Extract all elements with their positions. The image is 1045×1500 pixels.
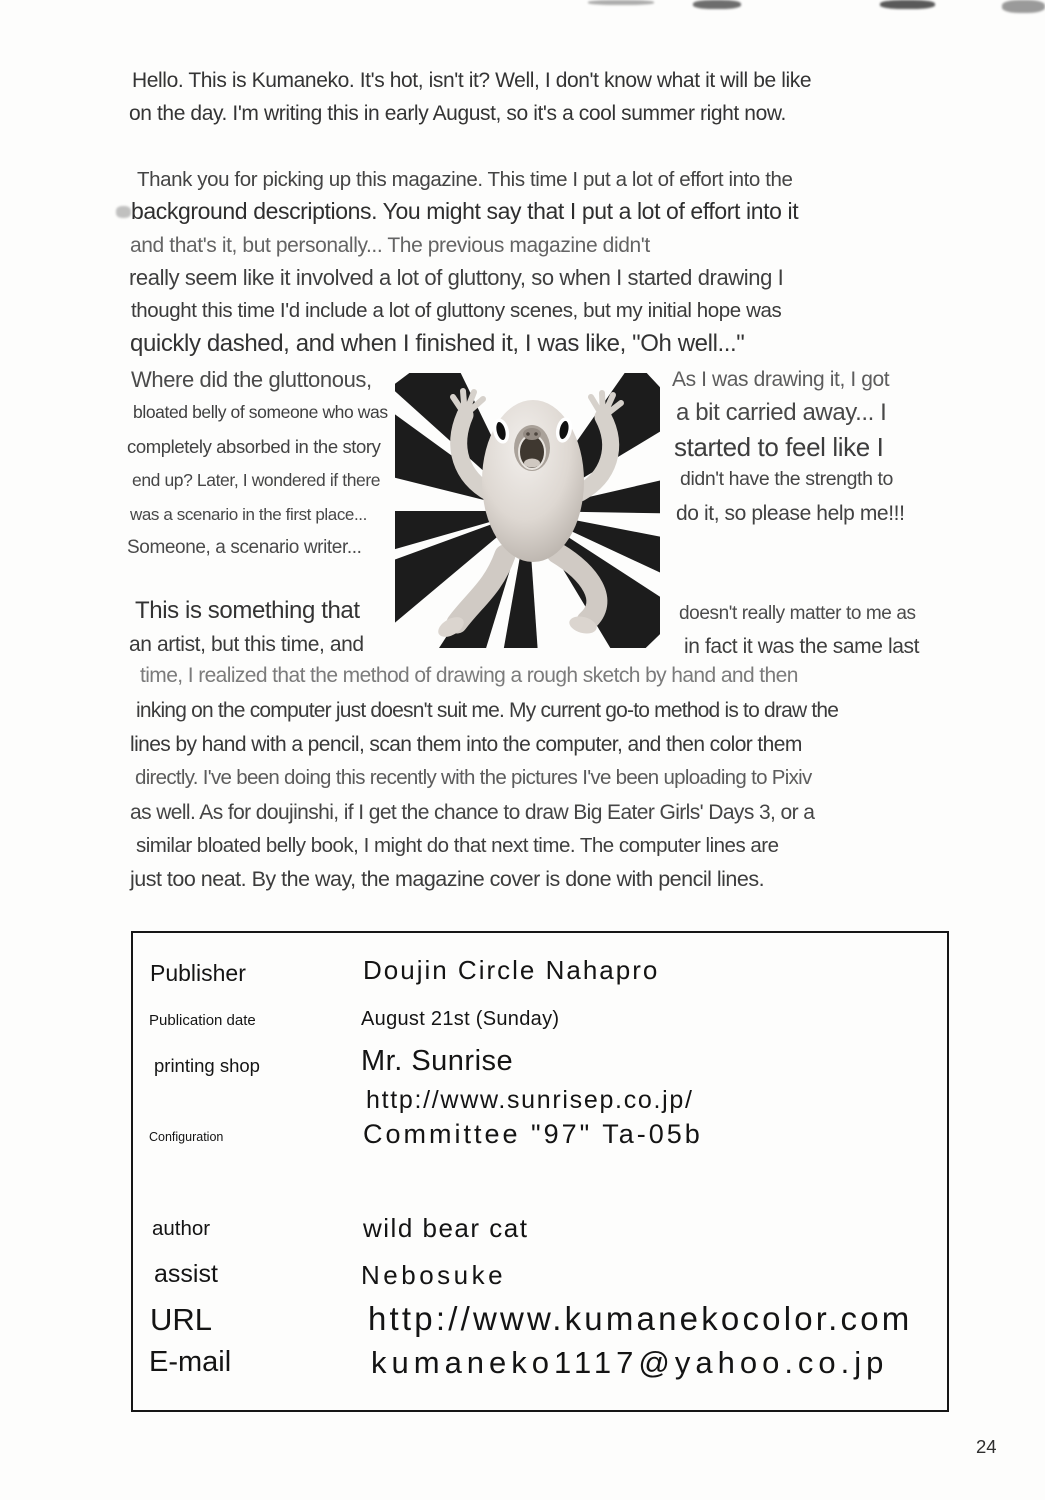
right-column-line: As I was drawing it, I got [672,368,890,391]
middle-left-line: This is something that [135,597,360,624]
colophon-label-publication-date: Publication date [149,1012,256,1029]
left-column-line: Where did the gluttonous, [131,367,372,392]
left-column-line: completely absorbed in the story [127,436,381,457]
body-line: directly. I've been doing this recently with the pictures I've been uploading to Pixiv [135,766,812,789]
colophon-value-publisher: Doujin Circle Nahapro [363,955,660,985]
colophon-value-printing-shop-url: http://www.sunrisep.co.jp/ [366,1086,694,1114]
afterword-line: quickly dashed, and when I finished it, I was like, "Oh well..." [130,330,745,357]
colophon-label-url: URL [150,1302,213,1337]
colophon-value-configuration: Committee "97" Ta-05b [363,1119,703,1149]
scan-smudge [1002,0,1045,13]
body-line: just too neat. By the way, the magazine cover is done with pencil lines. [130,867,765,891]
colophon-value-url: http://www.kumanekocolor.com [368,1300,913,1337]
left-column-line: Someone, a scenario writer... [127,537,362,558]
colophon-label-author: author [152,1217,211,1240]
colophon-label-email: E-mail [149,1346,232,1378]
body-line: similar bloated belly book, I might do that next time. The computer lines are [136,834,779,857]
body-line: lines by hand with a pencil, scan them into the computer, and then color them [130,733,802,756]
afterword-line: Thank you for picking up this magazine. This time I put a lot of effort into the [137,168,793,191]
colophon-label-printing-shop: printing shop [154,1055,260,1076]
scan-smudge [116,206,131,218]
left-column-line: end up? Later, I wondered if there [132,470,381,490]
intro-line: on the day. I'm writing this in early August, so it's a cool summer right now. [129,102,786,125]
afterword-line: and that's it, but personally... The previous magazine didn't [130,234,650,257]
colophon-value-email: kumaneko1117@yahoo.co.jp [371,1345,889,1380]
scan-smudge [588,0,654,5]
body-line: inking on the computer just doesn't suit me. My current go-to method is to draw the [136,699,839,722]
mascot-svg [395,373,660,648]
middle-right-line: doesn't really matter to me as [679,603,916,624]
left-column-line: bloated belly of someone who was [133,402,388,422]
middle-left-line: an artist, but this time, and [129,633,364,656]
scan-smudge [880,0,935,9]
colophon-label-assist: assist [154,1260,218,1288]
afterword-line: thought this time I'd include a lot of gluttony scenes, but my initial hope was [131,299,782,322]
colophon-box [131,931,949,1412]
left-column-line: was a scenario in the first place... [130,505,367,524]
right-column-line: started to feel like I [674,432,884,462]
colophon-label-configuration: Configuration [149,1130,224,1144]
right-column-line: a bit carried away... I [676,399,887,426]
scan-smudge [693,0,741,9]
colophon-label-publisher: Publisher [150,960,246,986]
mascot-illustration [395,373,660,648]
mascot-mouth [514,425,550,471]
page-number: 24 [976,1436,997,1457]
body-line: as well. As for doujinshi, if I get the chance to draw Big Eater Girls' Days 3, or a [130,801,815,824]
right-column-line: do it, so please help me!!! [676,502,905,525]
middle-right-line: in fact it was the same last [684,635,920,658]
colophon-value-assist: Nebosuke [361,1260,507,1290]
afterword-line: background descriptions. You might say that I put a lot of effort into it [131,198,799,224]
afterword-line: really seem like it involved a lot of gluttony, so when I started drawing I [129,265,784,290]
colophon-value-printing-shop: Mr. Sunrise [361,1045,514,1077]
right-column-line: didn't have the strength to [680,468,893,490]
intro-line: Hello. This is Kumaneko. It's hot, isn't it? Well, I don't know what it will be like [132,69,812,92]
body-line: time, I realized that the method of drawing a rough sketch by hand and then [140,664,798,687]
colophon-value-author: wild bear cat [363,1213,529,1243]
colophon-value-publication-date: August 21st (Sunday) [361,1008,560,1030]
